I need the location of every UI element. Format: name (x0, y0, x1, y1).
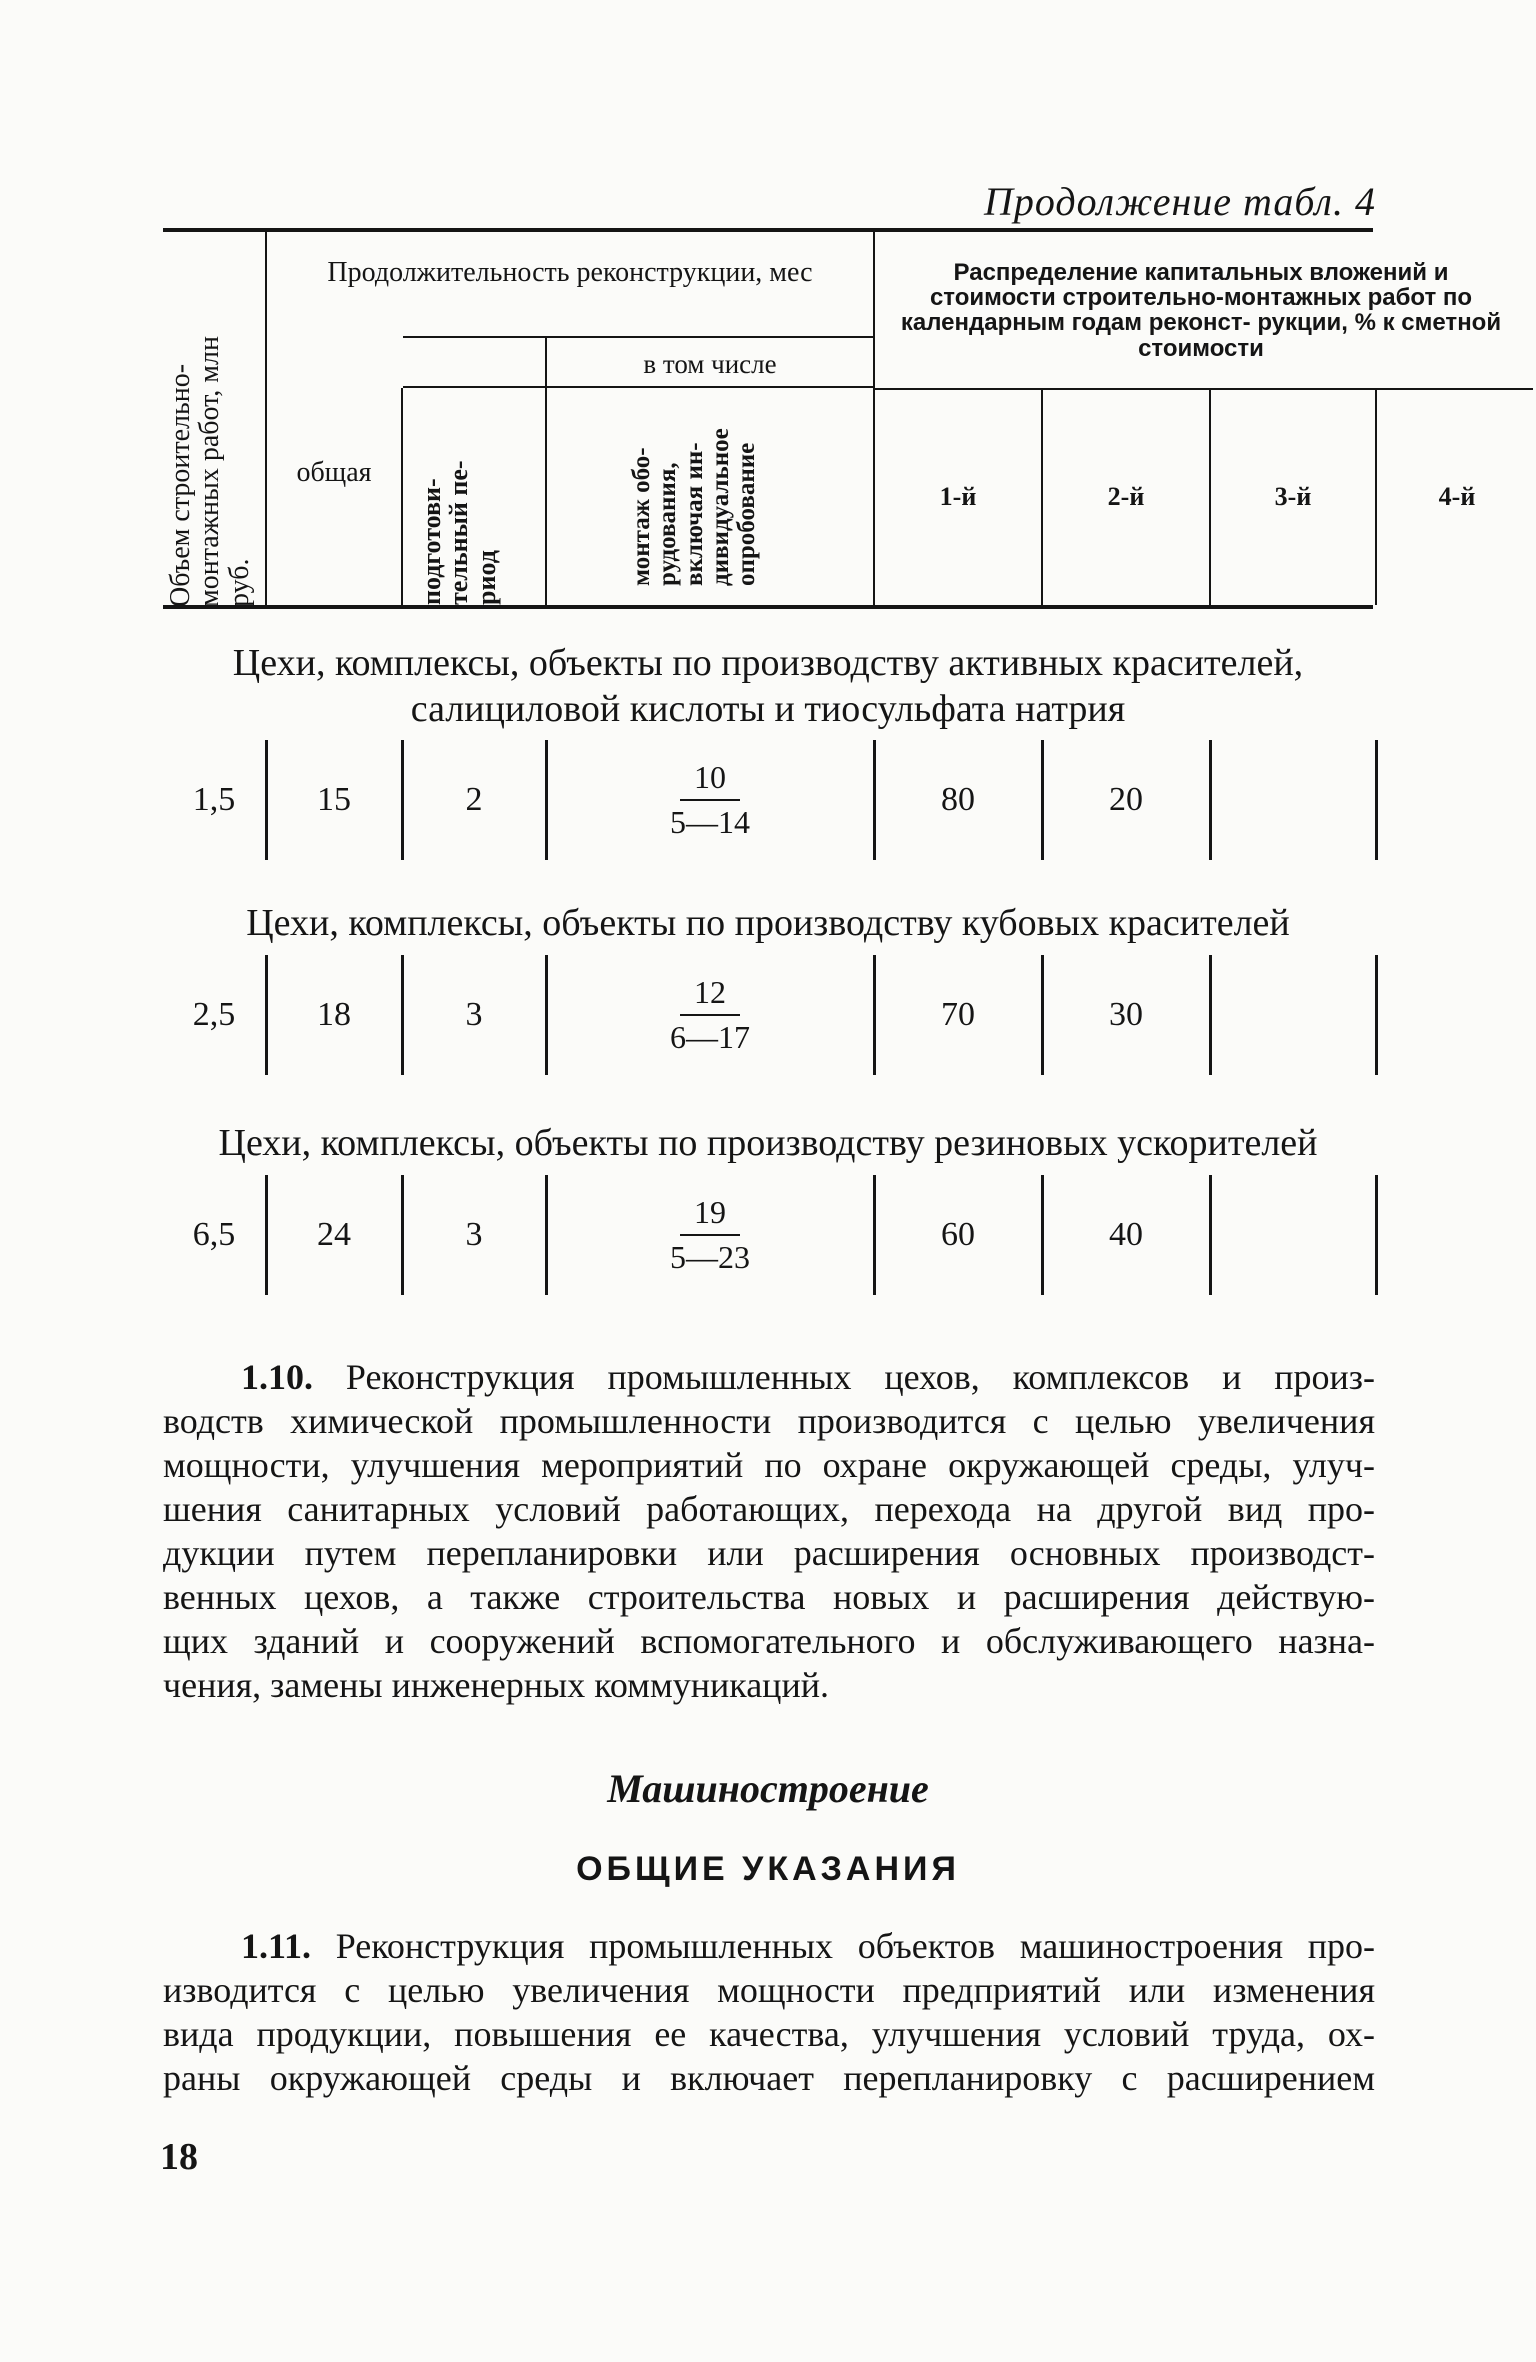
install-numerator: 19 (680, 1195, 740, 1236)
cell-prep: 3 (465, 1216, 483, 1253)
para-number: 1.10. (241, 1357, 313, 1397)
section-title-2 (163, 900, 1373, 946)
cell-install (547, 1175, 873, 1295)
header-volume-line2: монтажных работ, (194, 382, 226, 607)
install-denominator: 5—14 (670, 804, 750, 840)
cell-year-1: 70 (941, 996, 975, 1033)
header-vline-1 (265, 232, 267, 605)
table-header (163, 228, 1502, 610)
para-line: венных цехов, а также строительства новых и расширения действую- (163, 1577, 1375, 1617)
install-numerator: 12 (680, 975, 740, 1016)
table-row (163, 740, 1373, 860)
para-line: шения санитарных условий работающих, перехода на другой вид про- (163, 1489, 1375, 1529)
header-install-l5: опробование (733, 442, 760, 586)
para-line: изводится с целью увеличения мощности предприятий или изменения (163, 1970, 1375, 2010)
cell-year-1: 60 (941, 1216, 975, 1253)
paragraph-1-10 (163, 1355, 1375, 1707)
subsection-heading: ОБЩИЕ УКАЗАНИЯ (576, 1850, 960, 1888)
cell-year-3 (1211, 955, 1375, 1075)
section-title-3-line1: Цехи, комплексы, объекты по производству резиновых ускорителей (218, 1122, 1318, 1164)
cell-year-2: 30 (1109, 996, 1143, 1033)
cell-prep: 2 (465, 781, 483, 818)
header-install (629, 376, 779, 586)
header-volume-line1: Объем строительно- (165, 363, 196, 607)
header-install-l4: дивидуальное (706, 428, 734, 586)
header-total: общая (296, 457, 372, 488)
cell-year-3 (1211, 740, 1375, 860)
header-vline-2 (401, 388, 403, 605)
install-denominator: 5—23 (670, 1239, 750, 1275)
section-title-2-line1: Цехи, комплексы, объекты по производству кубовых красителей (246, 902, 1290, 944)
cell-volume: 2,5 (192, 996, 236, 1033)
header-duration: Продолжительность реконструкции, мес (327, 257, 813, 288)
row-vline (1375, 955, 1378, 1075)
header-prep-l2: тельный пе- (444, 460, 474, 605)
header-install-l2: рудования, (654, 462, 682, 586)
para-text: Реконструкция промышленных объектов машиностроения про- (335, 1926, 1376, 1966)
header-volume-unit: млн (194, 336, 226, 383)
header-year-2: 2-й (1107, 482, 1145, 511)
header-distribution: Распределение капитальных вложений и стоимости строительно-монтажных работ по календарным годам реконст- рукции, % к сметной стоимости (900, 259, 1502, 362)
header-volume (166, 247, 256, 607)
header-rule-including (403, 336, 873, 338)
table-row (163, 1175, 1373, 1295)
para-line: водств химической промышленности производится с целью увеличения (163, 1401, 1375, 1441)
table-continuation-label: Продолжение табл. 4 (983, 179, 1376, 224)
cell-volume: 1,5 (192, 781, 236, 818)
cell-total: 18 (317, 996, 351, 1033)
para-line: дукции путем перепланировки или расширения основных производст- (163, 1533, 1375, 1573)
cell-prep: 3 (465, 996, 483, 1033)
para-line (163, 1924, 1375, 1968)
header-volume-line3: руб. (223, 558, 255, 607)
cell-year-3 (1211, 1175, 1375, 1295)
section-title-1 (163, 640, 1373, 733)
install-fraction (670, 760, 750, 840)
install-denominator: 6—17 (670, 1019, 750, 1055)
header-including: в том числе (643, 349, 777, 379)
header-install-l3: включая ин- (680, 442, 708, 586)
cell-volume: 6,5 (192, 1216, 236, 1253)
cell-year-1: 80 (941, 781, 975, 818)
header-prep-l3: риод (471, 550, 501, 605)
para-line: чения, замены инженерных коммуникаций. (163, 1665, 829, 1705)
section-title-1-line2: салициловой кислоты и тиосульфата натрия (410, 688, 1126, 731)
cell-install (547, 955, 873, 1075)
header-rule-years (875, 388, 1533, 390)
table-row (163, 955, 1373, 1075)
row-vline (1375, 740, 1378, 860)
para-line (163, 1355, 1375, 1399)
page-number: 18 (160, 2136, 198, 2178)
header-year-1: 1-й (939, 482, 977, 511)
header-install-l1: монтаж обо- (628, 447, 655, 586)
para-line: мощности, улучшения мероприятий по охране окружающей среды, улуч- (163, 1445, 1375, 1485)
header-prep (418, 395, 518, 605)
para-line: щих зданий и сооружений вспомогательного и обслуживающего назна- (163, 1621, 1375, 1661)
row-vline (1375, 1175, 1378, 1295)
para-line: вида продукции, повышения ее качества, улучшения условий труда, ох- (163, 2014, 1375, 2054)
para-line: раны окружающей среды и включает перепланировку с расширением (163, 2058, 1375, 2098)
para-text: Реконструкция промышленных цехов, комплексов и произ- (345, 1357, 1375, 1397)
header-top-rule (163, 228, 1373, 232)
cell-total: 24 (317, 1216, 351, 1253)
para-number: 1.11. (241, 1926, 312, 1966)
section-heading: Машиностроение (607, 1766, 929, 1811)
header-year-4: 4-й (1438, 482, 1476, 511)
section-title-1-line1: Цехи, комплексы, объекты по производству активных красителей, (232, 642, 1304, 684)
cell-year-2: 40 (1109, 1216, 1143, 1253)
cell-year-2: 20 (1109, 781, 1143, 818)
install-numerator: 10 (680, 760, 740, 801)
header-prep-l1: подготови- (417, 478, 446, 605)
paragraph-1-11 (163, 1924, 1375, 2100)
section-title-3 (163, 1120, 1373, 1166)
header-bottom-rule (163, 605, 1373, 609)
cell-install (547, 740, 873, 860)
install-fraction (670, 1195, 750, 1275)
install-fraction (670, 975, 750, 1055)
header-year-3: 3-й (1274, 482, 1312, 511)
header-vline-4 (873, 232, 875, 605)
cell-total: 15 (317, 781, 351, 818)
